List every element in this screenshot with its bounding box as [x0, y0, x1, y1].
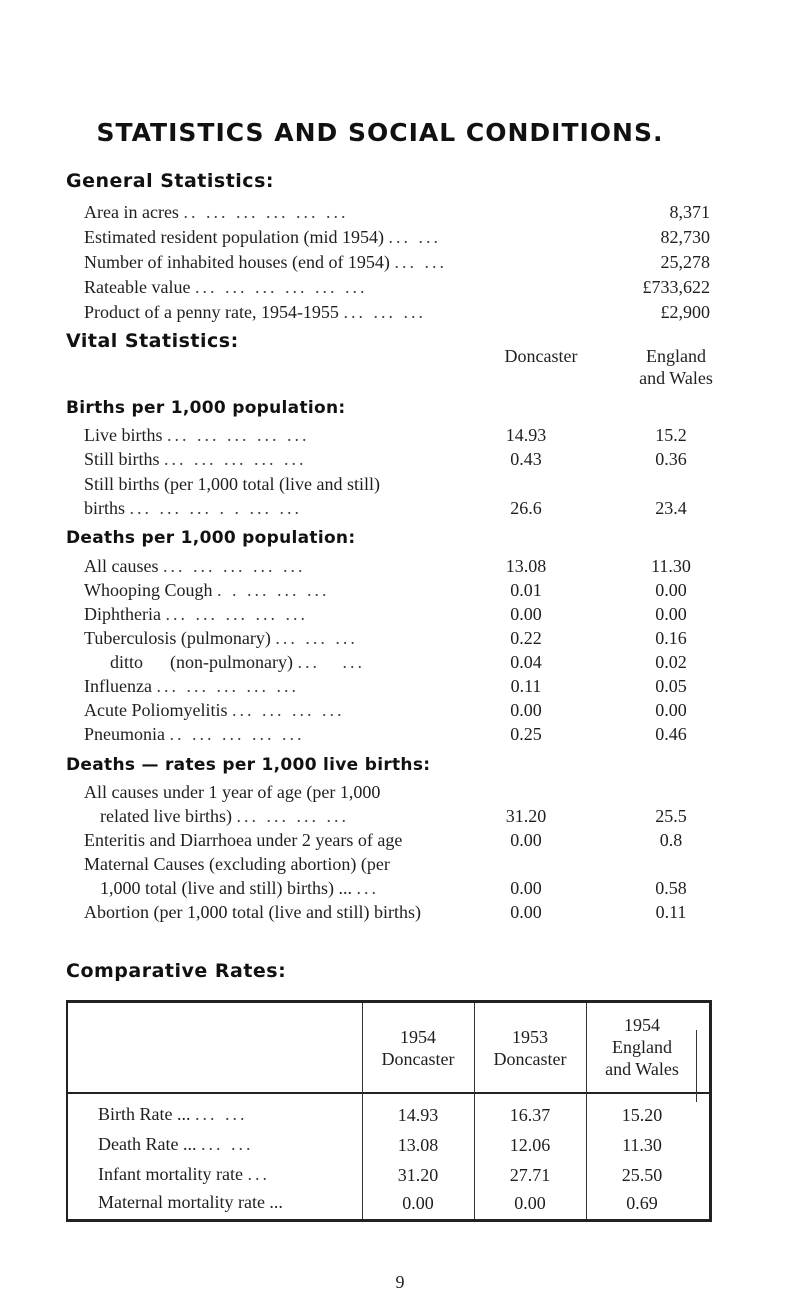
deaths-row-label: ditto (non-pulmonary) ... ...	[110, 652, 365, 672]
deaths-value-doncaster: 0.00	[510, 604, 542, 624]
enteritis-label: Enteritis and Diarrhoea under 2 years of age	[84, 830, 403, 850]
table-cell: 15.20	[621, 1105, 663, 1125]
abortion-value-england: 0.11	[655, 902, 687, 922]
general-row-value: £733,622	[642, 277, 710, 297]
abortion-value-doncaster: 0.00	[510, 902, 542, 922]
table-cell: 16.37	[509, 1105, 551, 1125]
maternal-label-line1: Maternal Causes (excluding abortion) (per	[84, 854, 390, 874]
births-value-england: 0.36	[655, 449, 687, 469]
general-row-label: Rateable value ... ... ... ... ... ...	[84, 277, 368, 297]
deaths-value-england: 0.05	[655, 676, 687, 696]
table-cell: 14.93	[397, 1105, 439, 1125]
infant-deaths-heading: Deaths — rates per 1,000 live births:	[66, 755, 431, 775]
table-row-label: Death Rate ... ... ...	[98, 1134, 254, 1154]
general-row-label: Estimated resident population (mid 1954) ... ...	[84, 227, 441, 247]
infant-all-value-doncaster: 31.20	[505, 806, 547, 826]
table-border	[66, 1000, 712, 1003]
general-row-label: Product of a penny rate, 1954-1955 ... ... ...	[84, 302, 426, 322]
general-row-label: Area in acres .. ... ... ... ... ...	[84, 202, 349, 222]
maternal-label-line2: 1,000 total (live and still) births) ... ...	[100, 878, 379, 898]
still-births-value-england: 23.4	[655, 498, 687, 518]
table-cell: 0.69	[626, 1193, 658, 1213]
table-cell: 12.06	[509, 1135, 551, 1155]
table-border	[66, 1219, 712, 1222]
infant-all-label-line2: related live births) ... ... ... ...	[100, 806, 349, 826]
deaths-row-label: All causes ... ... ... ... ...	[84, 556, 306, 576]
deaths-heading: Deaths per 1,000 population:	[66, 528, 356, 548]
comparative-rates-table	[66, 1000, 712, 1222]
deaths-value-england: 0.16	[655, 628, 687, 648]
still-births-label-line1: Still births (per 1,000 total (live and still)	[84, 474, 380, 494]
deaths-value-england: 0.00	[655, 700, 687, 720]
deaths-value-doncaster: 0.11	[510, 676, 542, 696]
table-col-header: 1954 Doncaster	[381, 1027, 455, 1069]
deaths-value-england: 0.46	[655, 724, 687, 744]
table-cell: 13.08	[397, 1135, 439, 1155]
births-value-england: 15.2	[655, 425, 687, 445]
maternal-value-doncaster: 0.00	[510, 878, 542, 898]
col-header-england-line1: England	[646, 346, 706, 366]
general-row-value: 8,371	[669, 202, 710, 222]
births-row-label: Live births ... ... ... ... ...	[84, 425, 310, 445]
deaths-row-label: Diphtheria ... ... ... ... ...	[84, 604, 308, 624]
table-cell: 25.50	[621, 1165, 663, 1185]
enteritis-value-england: 0.8	[659, 830, 683, 850]
deaths-value-doncaster: 0.22	[510, 628, 542, 648]
table-row-label: Birth Rate ... ... ...	[98, 1104, 248, 1124]
general-statistics-heading: General Statistics:	[66, 170, 274, 192]
deaths-value-doncaster: 13.08	[505, 556, 547, 576]
deaths-value-england: 11.30	[651, 556, 691, 576]
abortion-label: Abortion (per 1,000 total (live and still) births)	[84, 902, 421, 922]
deaths-value-england: 0.02	[655, 652, 687, 672]
col-header-england-line2: and Wales	[639, 368, 713, 388]
deaths-row-label: Acute Poliomyelitis ... ... ... ...	[84, 700, 345, 720]
deaths-value-doncaster: 0.25	[510, 724, 542, 744]
page-title: STATISTICS AND SOCIAL CONDITIONS.	[96, 118, 664, 147]
general-row-label: Number of inhabited houses (end of 1954) ... ...	[84, 252, 447, 272]
vital-statistics-heading: Vital Statistics:	[66, 330, 239, 352]
general-row-value: 82,730	[660, 227, 710, 247]
table-cell: 11.30	[622, 1135, 662, 1155]
table-col-header: 1954 England and Wales	[605, 1015, 679, 1079]
deaths-value-england: 0.00	[655, 604, 687, 624]
table-cell: 0.00	[402, 1193, 434, 1213]
deaths-row-label: Pneumonia .. ... ... ... ...	[84, 724, 305, 744]
deaths-row-label: Tuberculosis (pulmonary) ... ... ...	[84, 628, 358, 648]
births-value-doncaster: 14.93	[505, 425, 547, 445]
enteritis-value-doncaster: 0.00	[510, 830, 542, 850]
deaths-row-label: Influenza ... ... ... ... ...	[84, 676, 299, 696]
table-header-rule	[68, 1092, 709, 1094]
maternal-value-england: 0.58	[655, 878, 687, 898]
general-row-value: £2,900	[660, 302, 710, 322]
general-row-value: 25,278	[660, 252, 710, 272]
deaths-value-doncaster: 0.00	[510, 700, 542, 720]
table-border	[709, 1000, 712, 1222]
table-cell: 31.20	[397, 1165, 439, 1185]
infant-all-label-line1: All causes under 1 year of age (per 1,000	[84, 782, 381, 802]
births-row-label: Still births ... ... ... ... ...	[84, 449, 307, 469]
table-row-label: Maternal mortality rate ...	[98, 1192, 283, 1212]
infant-all-value-england: 25.5	[655, 806, 687, 826]
page-number: 9	[395, 1272, 405, 1292]
table-cell: 0.00	[514, 1193, 546, 1213]
births-heading: Births per 1,000 population:	[66, 398, 346, 418]
comparative-rates-heading: Comparative Rates:	[66, 960, 287, 982]
still-births-value-doncaster: 26.6	[510, 498, 542, 518]
deaths-value-england: 0.00	[655, 580, 687, 600]
deaths-row-label: Whooping Cough . . ... ... ...	[84, 580, 330, 600]
table-cell: 27.71	[509, 1165, 551, 1185]
table-border	[66, 1000, 68, 1222]
deaths-value-doncaster: 0.04	[510, 652, 542, 672]
still-births-label-line2: births ... ... ... . . ... ...	[84, 498, 303, 518]
col-header-doncaster: Doncaster	[504, 346, 578, 366]
table-row-label: Infant mortality rate ...	[98, 1164, 270, 1184]
table-col-header: 1953 Doncaster	[493, 1027, 567, 1069]
deaths-value-doncaster: 0.01	[510, 580, 542, 600]
births-value-doncaster: 0.43	[510, 449, 542, 469]
